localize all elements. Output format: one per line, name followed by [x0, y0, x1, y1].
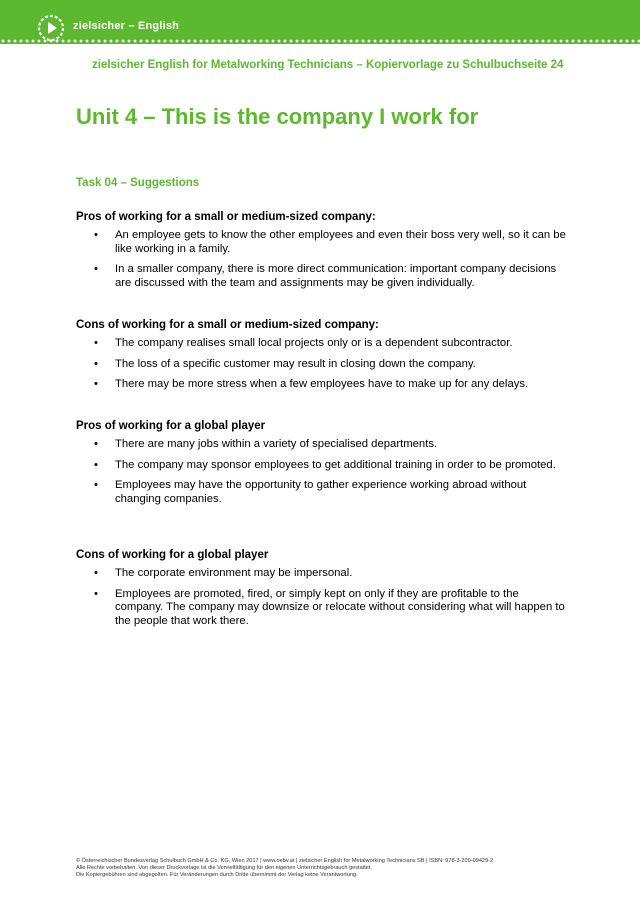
- bullet-list: [76, 337, 566, 392]
- bullet-list: [76, 567, 566, 628]
- bullet-icon: •: [94, 229, 98, 241]
- bullet-icon: •: [94, 567, 98, 579]
- bullet-list: [76, 229, 566, 290]
- list-item: [76, 588, 566, 629]
- copyright-footer: [76, 858, 596, 879]
- list-item: [76, 567, 566, 581]
- page-subtitle: zielsicher English for Metalworking Technicians – Kopiervorlage zu Schulbuchseite 24: [92, 59, 564, 71]
- footer-line: Alle Rechte vorbehalten. Von dieser Druckvorlage ist die Vervielfältigung für den eigenen Unterrichtsgebrauch gestattet.: [76, 865, 373, 871]
- footer-line: Die Kopiergebühren sind abgegolten. Für Veränderungen durch Dritte übernimmt der Verlag keine Verantwortung.: [76, 872, 358, 878]
- section-cons-small-company: [76, 319, 566, 399]
- list-item-text: There may be more stress when a few employees have to make up for any delays.: [115, 378, 529, 390]
- bullet-icon: •: [94, 378, 98, 390]
- list-item: [76, 358, 566, 372]
- banner-dotted-edge: [0, 38, 640, 46]
- section-cons-global-player: [76, 549, 566, 635]
- section-heading: Pros of working for a small or medium-sized company:: [76, 211, 376, 223]
- list-item: [76, 459, 566, 473]
- page-title: Unit 4 – This is the company I work for: [76, 104, 479, 129]
- list-item-text: An employee gets to know the other employees and even their boss very well, so it can be like working in a family.: [115, 229, 566, 255]
- bullet-icon: •: [94, 357, 98, 370]
- list-item-text: The corporate environment may be impersonal.: [115, 567, 353, 579]
- section-pros-global-player: [76, 420, 566, 513]
- section-heading: Cons of working for a global player: [76, 549, 269, 561]
- list-item: [76, 378, 566, 392]
- list-item: [76, 263, 566, 290]
- list-item-text: In a smaller company, there is more direct communication: important company decisions are discussed with the team and assignments may be given individually.: [115, 263, 557, 289]
- bullet-icon: •: [94, 458, 98, 471]
- list-item-text: The company realises small local projects only or is a dependent subcontractor.: [115, 337, 513, 349]
- section-heading: Cons of working for a small or medium-sized company:: [76, 319, 379, 331]
- play-circle-icon: [37, 14, 65, 42]
- bullet-icon: •: [94, 337, 98, 349]
- list-item: [76, 438, 566, 452]
- list-item-text: The loss of a specific customer may result in closing down the company.: [115, 357, 476, 370]
- list-item-text: Employees may have the opportunity to gather experience working abroad without changing companies.: [115, 479, 527, 505]
- list-item: [76, 229, 566, 256]
- list-item: [76, 479, 566, 506]
- bullet-icon: •: [94, 479, 98, 491]
- bullet-icon: •: [94, 587, 98, 600]
- list-item-text: The company may sponsor employees to get additional training in order to be promoted.: [115, 458, 556, 471]
- section-heading: Pros of working for a global player: [76, 420, 266, 432]
- bullet-icon: •: [94, 263, 98, 275]
- bullet-icon: •: [94, 438, 98, 450]
- list-item: [76, 337, 566, 351]
- task-heading: Task 04 – Suggestions: [76, 177, 200, 189]
- list-item-text: There are many jobs within a variety of specialised departments.: [115, 438, 438, 450]
- bullet-list: [76, 438, 566, 506]
- brand-name: zielsicher – English: [73, 20, 180, 32]
- section-pros-small-company: [76, 211, 566, 297]
- list-item-text: Employees are promoted, fired, or simply kept on only if they are profitable to the company. The company may downsize or relocate without considering what will happen to the people that work there.: [115, 587, 565, 627]
- footer-line: © Österreichischer Bundesverlag Schulbuch GmbH & Co. KG, Wien 2017 | www.oebv.at | zielsicher English for Metalworking Technicians SB | ISBN: 978-3-209-09429-2: [76, 858, 494, 864]
